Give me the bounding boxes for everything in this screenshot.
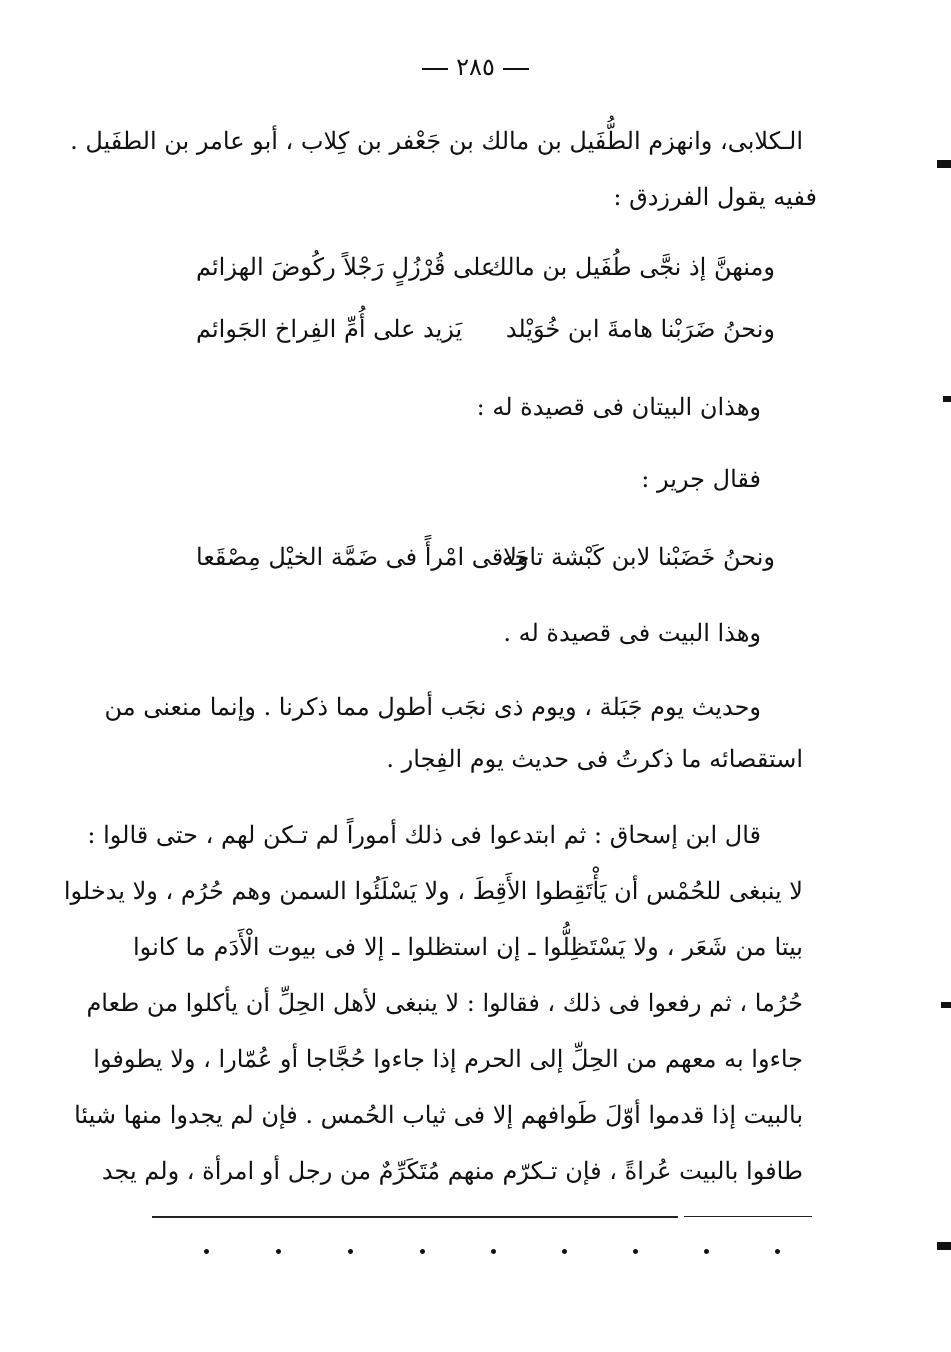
- footer-rule-left: [152, 1216, 678, 1218]
- text-line-6: وحديث يوم جَبَلة ، ويوم ذى نجَب أطول مما ذكرنا . وإنما منعنى من: [104, 693, 761, 721]
- footer-dot: [704, 1249, 709, 1254]
- footer-rule-right: [684, 1216, 812, 1217]
- para-line-3: بيتا من شَعَر ، ولا يَسْتَظِلُّوا ـ إن استظلوا ـ إلا فى بيوت الْأَدَم ما كانوا: [133, 933, 803, 961]
- scan-edge-mark: [937, 160, 951, 168]
- text-line-3: وهذان البيتان فى قصيدة له :: [476, 393, 761, 421]
- text-line-7: استقصائه ما ذكرتُ فى حديث يوم الفِجار .: [386, 745, 803, 773]
- dash-left: [422, 68, 448, 70]
- page-number: ٢٨٥: [456, 53, 495, 81]
- text-line-2: ففيه يقول الفرزدق :: [613, 183, 817, 211]
- verse1-a-right: ومنهنَّ إذ نجَّى طُفَيل بن مالك: [486, 253, 775, 281]
- para-line-4: حُرُما ، ثم رفعوا فى ذلك ، فقالوا : لا ينبغى لأهل الحِلِّ أن يأكلوا من طعام: [86, 989, 803, 1017]
- footer-dot: [562, 1249, 567, 1254]
- scan-edge-mark: [943, 396, 951, 402]
- footer-dot: [420, 1249, 425, 1254]
- text-line-4: فقال جرير :: [641, 465, 761, 493]
- footer-dot: [276, 1249, 281, 1254]
- footer-dot: [348, 1249, 353, 1254]
- scan-edge-mark: [941, 1002, 951, 1008]
- verse1-b-right: ونحنُ ضَرَبْنا هامةَ ابن خُوَيْلد: [505, 315, 775, 343]
- footer-dot: [775, 1249, 780, 1254]
- para-line-7: طافوا بالبيت عُراةً ، فإن تـكرّم منهم مُتَكَرِّمٌ من رجل أو امرأة ، ولم يجد: [101, 1157, 803, 1185]
- footer-dot: [491, 1249, 496, 1254]
- page-number-header: [0, 50, 951, 84]
- verse1-a-left: على قُرْزُلٍ رَجْلاً ركُوضَ الهزائم: [196, 253, 496, 281]
- para-line-2: لا ينبغى للحُمْس أن يَأْتَقِطوا الأَقِطَ ، ولا يَسْلَئُوا السمن وهم حُرُم ، ولا يدخلوا: [63, 877, 803, 905]
- dash-right: [503, 68, 529, 70]
- text-line-5: وهذا البيت فى قصيدة له .: [503, 619, 761, 647]
- para-line-1: قال ابن إسحاق : ثم ابتدعوا فى ذلك أموراً لم تـكن لهم ، حتى قالوا :: [87, 821, 761, 849]
- scan-edge-mark: [937, 1242, 951, 1250]
- verse1-b-left: يَزيد على أُمِّ الفِراخ الجَوائم: [196, 315, 463, 343]
- para-line-6: بالبيت إذا قدموا أوّلَ طَوافهم إلا فى ثياب الحُمس . فإن لم يجدوا منها شيئا: [74, 1101, 803, 1129]
- verse2-right: ونحنُ خَضَبْنا لابن كَبْشة تاجَه: [501, 543, 775, 571]
- text-line-1: الـكلابى، وانهزم الطُّفَيل بن مالك بن جَعْفر بن كِلاب ، أبو عامر بن الطفَيل .: [70, 127, 803, 155]
- verse2-left: ولاقى امْرأً فى ضَمَّة الخيْل مِصْقَعا: [196, 543, 529, 571]
- para-line-5: جاءوا به معهم من الحِلِّ إلى الحرم إذا جاءوا حُجَّاجا أو عُمّارا ، ولا يطوفوا: [93, 1045, 803, 1073]
- footer-dot: [204, 1249, 209, 1254]
- footer-dot: [633, 1249, 638, 1254]
